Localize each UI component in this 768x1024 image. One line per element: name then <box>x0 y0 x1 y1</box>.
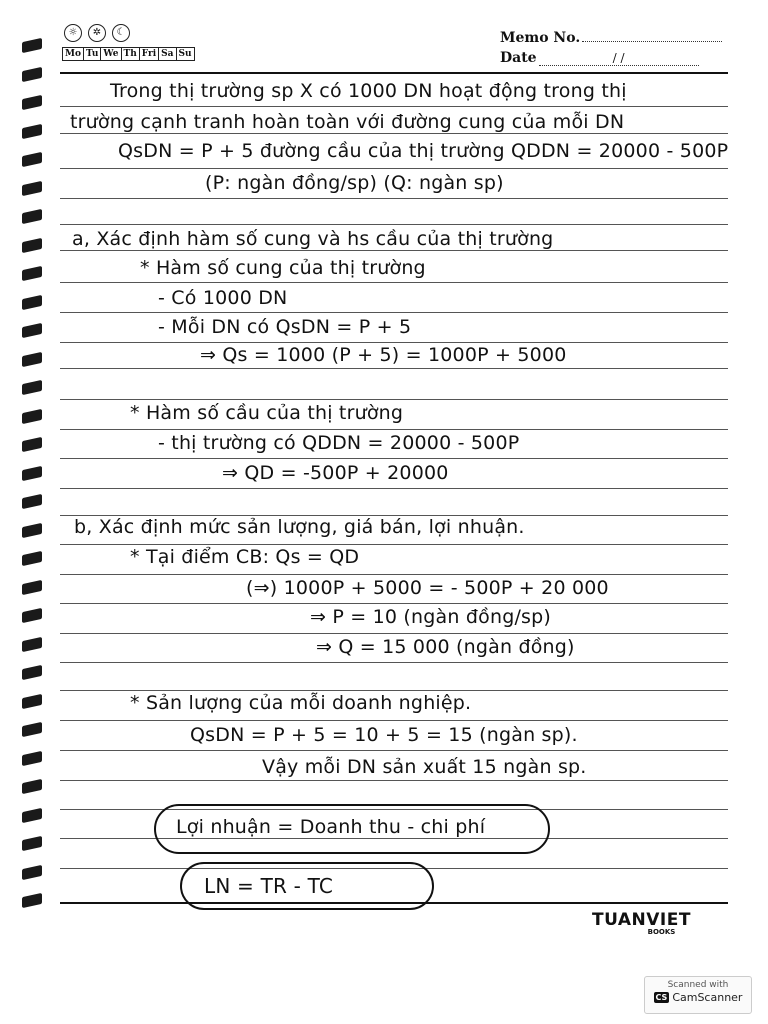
moon-icon: ☾ <box>112 24 130 42</box>
binding-mark <box>22 522 42 537</box>
scanned-with-text: Scanned with <box>667 980 729 990</box>
supply-heading: * Hàm số cung của thị trường <box>140 257 426 279</box>
supply-step-2: - Mỗi DN có QsDN = P + 5 <box>158 316 412 338</box>
day-box: Tu <box>84 48 101 60</box>
problem-line-3: QsDN = P + 5 đường cầu của thị trường QDDN = 20000 - 500P <box>118 140 729 162</box>
binding-mark <box>22 123 42 138</box>
binding-mark <box>22 750 42 765</box>
demand-step-1: - thị trường có QDDN = 20000 - 500P <box>158 432 520 454</box>
firm-output-heading: * Sản lượng của mỗi doanh nghiệp. <box>130 692 472 714</box>
memo-label: Memo No. <box>500 30 581 46</box>
binding-mark <box>22 807 42 822</box>
supply-step-1: - Có 1000 DN <box>158 287 288 309</box>
equilibrium-heading: * Tại điểm CB: Qs = QD <box>130 546 360 568</box>
demand-result: ⇒ QD = -500P + 20000 <box>222 462 449 484</box>
problem-line-1: Trong thị trường sp X có 1000 DN hoạt động trong thị <box>110 80 627 102</box>
date-label: Date <box>500 50 537 66</box>
binding-mark <box>22 893 42 908</box>
binding-mark <box>22 579 42 594</box>
binding-mark <box>22 722 42 737</box>
part-b-title: b, Xác định mức sản lượng, giá bán, lợi nhuận. <box>74 516 525 538</box>
notebook-header <box>62 24 195 61</box>
weekday-boxes <box>62 47 195 61</box>
camscanner-watermark <box>644 976 752 1014</box>
supply-result: ⇒ Qs = 1000 (P + 5) = 1000P + 5000 <box>200 344 567 366</box>
binding-mark <box>22 95 42 110</box>
binding-mark <box>22 636 42 651</box>
binding-mark <box>22 323 42 338</box>
day-box: We <box>101 48 121 60</box>
binding-mark <box>22 465 42 480</box>
sun-icon: ✲ <box>88 24 106 42</box>
spiral-binding <box>22 40 44 930</box>
camscanner-logo-icon: CS <box>655 993 668 1002</box>
equilibrium-quantity: ⇒ Q = 15 000 (ngàn đồng) <box>316 636 575 658</box>
binding-mark <box>22 779 42 794</box>
day-box: Th <box>122 48 140 60</box>
publisher-logo <box>592 910 691 936</box>
binding-mark <box>22 351 42 366</box>
ruled-lines <box>60 72 728 912</box>
day-box: Mo <box>63 48 84 60</box>
binding-mark <box>22 66 42 81</box>
date-slashes: / / <box>539 51 699 66</box>
problem-line-2: trường cạnh tranh hoàn toàn với đường cung của mỗi DN <box>70 111 625 133</box>
binding-mark <box>22 408 42 423</box>
brand-name: TUANVIET <box>592 910 691 930</box>
camscanner-name: CamScanner <box>672 991 743 1004</box>
binding-mark <box>22 494 42 509</box>
binding-mark <box>22 38 42 53</box>
weather-icons <box>64 24 195 42</box>
firm-output-equation: QsDN = P + 5 = 10 + 5 = 15 (ngàn sp). <box>190 724 578 746</box>
binding-mark <box>22 294 42 309</box>
brand-sub: BOOKS <box>647 928 676 936</box>
binding-mark <box>22 380 42 395</box>
binding-mark <box>22 665 42 680</box>
binding-mark <box>22 437 42 452</box>
day-box: Su <box>178 49 192 59</box>
binding-mark <box>22 180 42 195</box>
day-box: Fri <box>140 48 159 60</box>
problem-line-4: (P: ngàn đồng/sp) (Q: ngàn sp) <box>205 172 504 194</box>
day-box: Sa <box>159 48 176 60</box>
part-a-title: a, Xác định hàm số cung và hs cầu của thị trường <box>72 228 554 250</box>
binding-mark <box>22 209 42 224</box>
binding-mark <box>22 551 42 566</box>
ln-formula-text: LN = TR - TC <box>204 874 334 898</box>
binding-mark <box>22 864 42 879</box>
profit-formula-text: Lợi nhuận = Doanh thu - chi phí <box>176 816 486 838</box>
memo-fields <box>500 30 722 70</box>
demand-heading: * Hàm số cầu của thị trường <box>130 402 404 424</box>
binding-mark <box>22 152 42 167</box>
binding-mark <box>22 266 42 281</box>
binding-mark <box>22 693 42 708</box>
binding-mark <box>22 836 42 851</box>
equilibrium-equation: (⇒) 1000P + 5000 = - 500P + 20 000 <box>246 577 609 599</box>
binding-mark <box>22 608 42 623</box>
sun-cloud-icon: ☼ <box>64 24 82 42</box>
equilibrium-price: ⇒ P = 10 (ngàn đồng/sp) <box>310 606 552 628</box>
firm-output-conclusion: Vậy mỗi DN sản xuất 15 ngàn sp. <box>262 756 587 778</box>
binding-mark <box>22 237 42 252</box>
